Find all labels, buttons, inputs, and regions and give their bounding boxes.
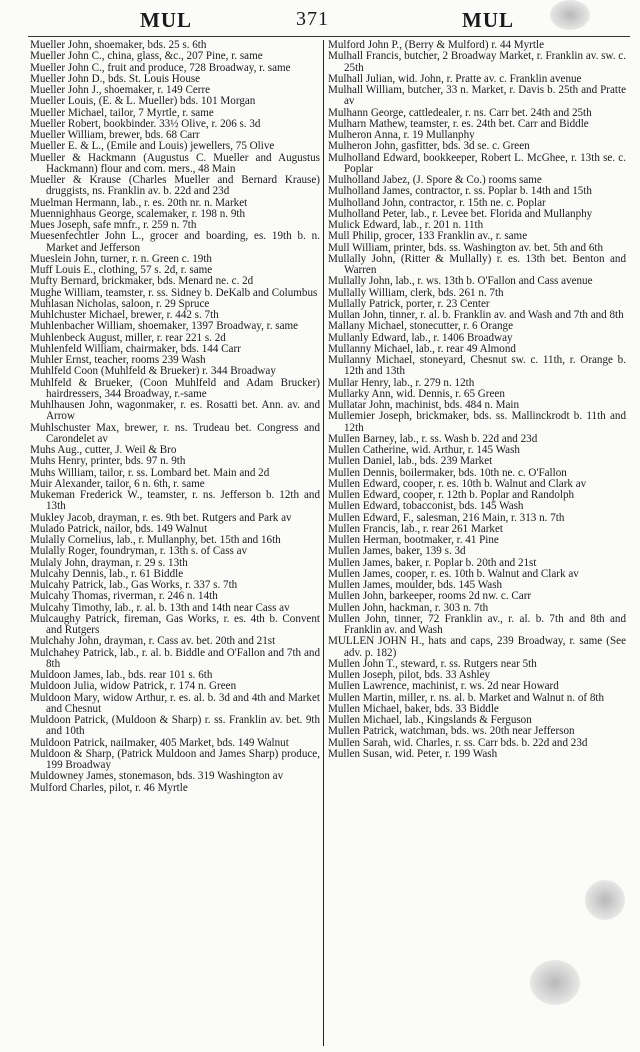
- directory-entry: Mullar Henry, lab., r. 279 n. 12th: [328, 376, 475, 389]
- directory-entry: Mullen Martin, miller, r. ns. al. b. Market and Walnut n. of 8th: [328, 691, 605, 704]
- directory-entry: Muhlfeld & Brueker, (Coon Muhlfeld and Adam Brucker) hairdressers, 344 Broadway, r.-same: [30, 376, 320, 400]
- directory-entry: Mueller Michael, tailor, 7 Myrtle, r. same: [30, 106, 214, 119]
- directory-entry: Mullen Francis, lab., r. rear 261 Market: [328, 522, 503, 535]
- page-number: 371: [296, 8, 329, 30]
- directory-entry: Mullen Barney, lab., r. ss. Wash b. 22d and 23d: [328, 432, 538, 445]
- directory-entry: Muldowney James, stonemason, bds. 319 Washington av: [30, 770, 284, 783]
- directory-entry: Mull Philip, grocer, 133 Franklin av., r. same: [328, 230, 528, 243]
- directory-entry: Mullen Herman, bootmaker, r. 41 Pine: [328, 534, 499, 546]
- right-column: [328, 40, 626, 760]
- directory-entry: Mullen Edward, tobacconist, bds. 145 Wash: [328, 500, 524, 513]
- directory-entry: Mullen John, hackman, r. 303 n. 7th: [328, 601, 489, 614]
- directory-entry: Mullally John, lab., r. ws. 13th b. O'Fallon and Cass avenue: [328, 275, 593, 288]
- directory-entry: Muhs Henry, printer, bds. 97 n. 9th: [30, 455, 186, 468]
- directory-entry: Mullen Michael, baker, bds. 33 Biddle: [328, 702, 499, 715]
- directory-entry: Mulaly John, drayman, r. 29 s. 13th: [30, 556, 188, 569]
- directory-entry: Mullen John, barkeeper, rooms 2d nw. c. Carr: [328, 590, 532, 603]
- directory-entry: Muldoon Patrick, nailmaker, 405 Market, bds. 149 Walnut: [30, 736, 289, 749]
- directory-entry: Mulchahey Patrick, lab., r. al. b. Biddle and O'Fallon and 7th and 8th: [30, 646, 320, 670]
- directory-entry: Mullen Daniel, lab., bds. 239 Market: [328, 455, 493, 468]
- directory-entry: Mullen James, moulder, bds. 145 Wash: [328, 579, 503, 591]
- directory-entry: Muhlenbacher William, shoemaker, 1397 Broadway, r. same: [30, 320, 299, 333]
- directory-entry: Mulcahy Patrick, lab., Gas Works, r. 337 s. 7th: [30, 579, 238, 591]
- directory-entry: Muhs Aug., cutter, J. Weil & Bro: [30, 444, 177, 456]
- directory-entry: Muir Alexander, tailor, 6 n. 6th, r. same: [30, 477, 205, 490]
- directory-entry: Mullen Patrick, watchman, bds. ws. 20th near Jefferson: [328, 725, 575, 738]
- directory-entry: Mullally William, clerk, bds. 261 n. 7th: [328, 286, 504, 299]
- directory-entry: Muhlasan Nicholas, saloon, r. 29 Spruce: [30, 297, 210, 310]
- directory-entry: Mulick Edward, lab., r. 201 n. 11th: [328, 219, 484, 231]
- directory-entry: Mullally Patrick, porter, r. 23 Center: [328, 297, 490, 310]
- directory-entry: Muhlhausen John, wagonmaker, r. es. Rosatti bet. Ann. av. and Arrow: [30, 399, 320, 423]
- directory-entry: Mulcahy Dennis, lab., r. 61 Biddle: [30, 567, 184, 580]
- ink-stain: [550, 0, 590, 30]
- directory-entry: Mulholland Peter, lab., r. Levee bet. Florida and Mullanphy: [328, 207, 593, 220]
- directory-entry: Mues Joseph, safe mnfr., r. 259 n. 7th: [30, 219, 197, 231]
- directory-entry: Mullemier Joseph, brickmaker, bds. ss. Mallinckrodt b. 11th and 12th: [328, 410, 626, 434]
- directory-entry: Mulally Roger, foundryman, r. 13th s. of Cass av: [30, 545, 248, 558]
- directory-entry: Muhlchuster Michael, brewer, r. 442 s. 7th: [30, 309, 219, 321]
- directory-entry: Mulhall William, butcher, 33 n. Market, r. Davis b. 25th and Pratte av: [328, 84, 626, 108]
- directory-entry: Mulchahy John, drayman, r. Cass av. bet. 20th and 21st: [30, 635, 276, 648]
- directory-entry: Mulholland James, contractor, r. ss. Poplar b. 14th and 15th: [328, 185, 592, 198]
- directory-entry: Mueller John J., shoemaker, r. 149 Cerre: [30, 84, 211, 96]
- directory-entry: Mulhann George, cattledealer, r. ns. Carr bet. 24th and 25th: [328, 106, 592, 119]
- directory-entry: Mufty Bernard, brickmaker, bds. Menard ne. c. 2d: [30, 275, 254, 288]
- directory-entry: Mulholland John, contractor, r. 15th ne. c. Poplar: [328, 196, 546, 209]
- directory-entry: Mallany Michael, stonecutter, r. 6 Orange: [328, 320, 514, 333]
- ink-stain: [585, 880, 625, 920]
- directory-entry: Mulcaughy Patrick, fireman, Gas Works, r. es. 4th b. Convent and Rutgers: [30, 612, 320, 636]
- directory-entry: Mullen James, baker, r. Poplar b. 20th and 21st: [328, 556, 537, 569]
- directory-entry: Mulheron John, gasfitter, bds. 3d se. c. Green: [328, 140, 530, 153]
- directory-entry: Mulford John P., (Berry & Mulford) r. 44 Myrtle: [328, 39, 545, 51]
- directory-entry: Mullen Edward, F., salesman, 216 Main, r. 313 n. 7th: [328, 511, 565, 524]
- directory-entry: Mueslein John, turner, r. n. Green c. 19th: [30, 252, 212, 265]
- directory-entry: Muesenfechtler John L., grocer and boarding, es. 19th b. n. Market and Jefferson: [30, 230, 320, 254]
- guide-word-right: MUL: [462, 8, 514, 32]
- directory-entry: Mullen Joseph, pilot, bds. 33 Ashley: [328, 669, 491, 681]
- left-column: [30, 40, 320, 794]
- directory-entry: Mueller & Krause (Charles Mueller and Bernard Krause) druggists, ns. Franklin av. b. 22d and 23d: [30, 174, 320, 198]
- directory-entry: Mullanny Michael, lab., r. rear 49 Almond: [328, 342, 516, 355]
- directory-entry: Mulholland Jabez, (J. Spore & Co.) rooms same: [328, 174, 542, 186]
- directory-entry: Muldoon James, lab., bds. rear 101 s. 6th: [30, 669, 213, 681]
- directory-entry: Mullen James, cooper, r. es. 10th b. Walnut and Clark av: [328, 567, 579, 580]
- directory-entry: Mullen Dennis, boilermaker, bds. 10th ne. c. O'Fallon: [328, 466, 567, 479]
- directory-entry: Mulholland Edward, bookkeeper, Robert L. McGhee, r. 13th se. c. Poplar: [328, 151, 626, 175]
- directory-entry: Mulhall Julian, wid. John, r. Pratte av. c. Franklin avenue: [328, 72, 582, 85]
- directory-entry: MULLEN JOHN H., hats and caps, 239 Broadway, r. same (See adv. p. 182): [328, 635, 626, 659]
- directory-entry: Mullarky Ann, wid. Dennis, r. 65 Green: [328, 387, 505, 400]
- directory-entry: Mueller John C., china, glass, &c., 207 Pine, r. same: [30, 50, 263, 63]
- directory-entry: Mulcahy Timothy, lab., r. al. b. 13th and 14th near Cass av: [30, 601, 290, 614]
- directory-entry: Mukeman Frederick W., teamster, r. ns. Jefferson b. 12th and 13th: [30, 489, 320, 513]
- directory-entry: Mueller E. & L., (Emile and Louis) jewellers, 75 Olive: [30, 140, 275, 153]
- column-divider: [323, 40, 324, 1046]
- directory-entry: Muldoon Mary, widow Arthur, r. es. al. b. 3d and 4th and Market and Chesnut: [30, 691, 320, 715]
- directory-entry: Muhlschuster Max, brewer, r. ns. Trudeau bet. Congress and Carondelet av: [30, 421, 320, 445]
- directory-entry: Mulally Cornelius, lab., r. Mullanphy, bet. 15th and 16th: [30, 534, 281, 546]
- directory-entry: Mullen Michael, lab., Kingslands & Ferguson: [328, 714, 532, 726]
- directory-entry: Mukley Jacob, drayman, r. es. 9th bet. Rutgers and Park av: [30, 511, 292, 524]
- directory-entry: Mullen Sarah, wid. Charles, r. ss. Carr bds. b. 22d and 23d: [328, 736, 588, 749]
- directory-entry: Mughe William, teamster, r. ss. Sidney b. DeKalb and Columbus: [30, 286, 318, 299]
- directory-entry: Mull William, printer, bds. ss. Washington av. bet. 5th and 6th: [328, 241, 604, 254]
- directory-entry: Mullen Lawrence, machinist, r. ws. 2d near Howard: [328, 680, 559, 693]
- directory-entry: Mullen Catherine, wid. Arthur, r. 145 Wash: [328, 444, 520, 456]
- directory-entry: Muennighhaus George, scalemaker, r. 198 n. 9th: [30, 207, 246, 220]
- directory-entry: Mueller Robert, bookbinder. 33½ Olive, r. 206 s. 3d: [30, 117, 261, 130]
- ink-stain: [530, 960, 580, 1005]
- directory-entry: Mullen James, baker, 139 s. 3d: [328, 545, 466, 558]
- directory-entry: Mulado Patrick, nailor, bds. 149 Walnut: [30, 522, 208, 535]
- directory-entry: Mueller & Hackmann (Augustus C. Mueller and Augustus Hackmann) flour and com. mers., 48 Main: [30, 151, 320, 175]
- directory-entry: Mullatar John, machinist, bds. 484 n. Main: [328, 399, 520, 411]
- directory-entry: Mulhall Francis, butcher, 2 Broadway Market, r. Franklin av. sw. c. 25th: [328, 50, 626, 74]
- directory-entry: Mulcahy Thomas, riverman, r. 246 n. 14th: [30, 590, 218, 603]
- directory-entry: Muhs William, tailor, r. ss. Lombard bet. Main and 2d: [30, 466, 270, 479]
- directory-entry: Mueller John, shoemaker, bds. 25 s. 6th: [30, 39, 207, 51]
- directory-entry: Mullanly Edward, lab., r. 1406 Broadway: [328, 331, 513, 344]
- directory-entry: Mueller John C., fruit and produce, 728 Broadway, r. same: [30, 61, 291, 74]
- directory-entry: Muhlenfeld William, chairmaker, bds. 144 Carr: [30, 342, 241, 355]
- directory-entry: Mueller William, brewer, bds. 68 Carr: [30, 129, 200, 141]
- directory-entry: Mullen Susan, wid. Peter, r. 199 Wash: [328, 747, 498, 760]
- directory-entry: Mullanny Michael, stoneyard, Chesnut sw. c. 11th, r. Orange b. 12th and 13th: [328, 354, 626, 378]
- directory-entry: Mullen Edward, cooper, r. es. 10th b. Walnut and Clark av: [328, 477, 587, 490]
- guide-word-left: MUL: [140, 8, 192, 32]
- directory-entry: Muff Louis E., clothing, 57 s. 2d, r. same: [30, 264, 213, 276]
- header-rule: [28, 36, 630, 37]
- directory-entry: Mullen Edward, cooper, r. 12th b. Poplar and Randolph: [328, 489, 575, 501]
- directory-entry: Muhler Ernst, teacher, rooms 239 Wash: [30, 354, 206, 366]
- directory-entry: Mueller Louis, (E. & L. Mueller) bds. 101 Morgan: [30, 95, 256, 108]
- directory-entry: Mulharn Mathew, teamster, r. es. 24th bet. Carr and Biddle: [328, 117, 589, 130]
- directory-entry: Muldoon Patrick, (Muldoon & Sharp) r. ss. Franklin av. bet. 9th and 10th: [30, 714, 320, 738]
- directory-entry: Muldoon & Sharp, (Patrick Muldoon and James Sharp) produce, 199 Broadway: [30, 747, 320, 771]
- directory-entry: Mullen John, tinner, 72 Franklin av., r. al. b. 7th and 8th and Franklin av. and Wash: [328, 612, 626, 636]
- directory-entry: Mullally John, (Ritter & Mullally) r. es. 13th bet. Benton and Warren: [328, 252, 626, 276]
- directory-entry: Muldoon Julia, widow Patrick, r. 174 n. Green: [30, 680, 237, 693]
- directory-entry: Mullan John, tinner, r. al. b. Franklin av. and Wash and 7th and 8th: [328, 309, 624, 321]
- directory-entry: Muhlfeld Coon (Muhlfeld & Brueker) r. 344 Broadway: [30, 365, 276, 378]
- directory-entry: Mulheron Anna, r. 19 Mullanphy: [328, 129, 475, 141]
- directory-entry: Muelman Hermann, lab., r. es. 20th nr. n. Market: [30, 196, 248, 209]
- directory-entry: Mullen John T., steward, r. ss. Rutgers near 5th: [328, 657, 537, 670]
- directory-entry: Mueller John D., bds. St. Louis House: [30, 72, 201, 85]
- directory-entry: Muhlenbeck August, miller, r. rear 221 s. 2d: [30, 331, 226, 344]
- directory-entry: Mulford Charles, pilot, r. 46 Myrtle: [30, 781, 188, 794]
